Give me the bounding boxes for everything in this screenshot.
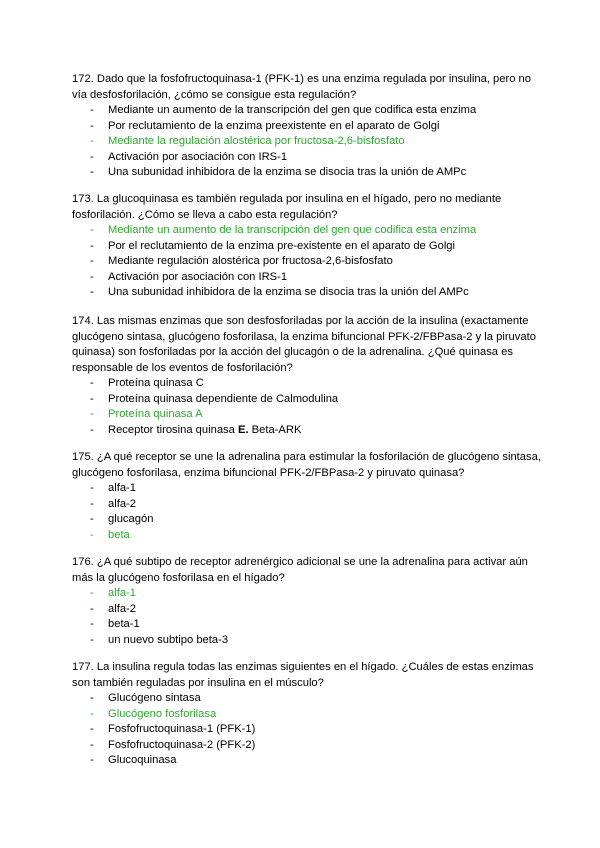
answer-option-correct [72,134,542,150]
answer-option-text: Fosfofructoquinasa-2 (PFK-2) [108,738,256,751]
answer-option-text: Una subunidad inhibidora de la enzima se disocia tras la unión de AMPc [108,166,467,178]
answer-option [72,103,542,119]
dash-bullet: - [90,224,94,236]
question-175 [72,450,542,543]
question-text: 172. Dado que la fosfofructoquinasa-1 (PFK-1) es una enzima regulada por insulina, pero no vía desfosforilación, ¿cómo se consigue esta regulación? [72,73,531,101]
answer-option [72,633,542,649]
dash-bullet: - [90,587,94,599]
answer-option-correct [72,707,542,723]
answer-option-text: Glucoquinasa [108,754,177,766]
answer-option-text: Activación por asociación con IRS-1 [108,270,288,283]
dash-bullet: - [90,497,94,510]
answer-list [72,691,542,769]
answer-option [72,165,542,181]
dash-bullet: - [90,692,94,704]
answer-option [72,392,542,408]
answer-option-text: Receptor tirosina quinasa [108,423,235,436]
answer-option-correct [72,586,542,602]
dash-bullet: - [90,377,94,389]
question-text: 173. La glucoquinasa es también regulada por insulina en el hígado, pero no mediante fosforilación. ¿Cómo se lleva a cabo esta regulación? [72,193,502,221]
question-176 [72,555,542,648]
answer-option-text: Por reclutamiento de la enzima preexistente en el aparato de Golgi [108,119,440,132]
answer-option [72,738,542,754]
dash-bullet: - [90,423,94,436]
answer-option-correct [72,528,542,544]
question-177 [72,660,542,769]
answer-option [72,481,542,497]
answer-option-text: Fosfofructoquinasa-1 (PFK-1) [108,723,256,735]
dash-bullet: - [90,286,94,298]
answer-option [72,512,542,528]
answer-option-correct [72,223,542,239]
dash-bullet: - [90,723,94,735]
answer-option-text: alfa-2 [108,602,136,615]
answer-option-text: Mediante un aumento de la transcripción del gen que codifica esta enzima [108,224,477,236]
answer-option [72,753,542,769]
answer-option [72,376,542,392]
answer-option-text: un nuevo subtipo beta-3 [108,633,229,646]
answer-option-correct [72,407,542,423]
answer-list [72,586,542,648]
dash-bullet: - [90,270,94,283]
answer-option-text: Glucógeno fosforilasa [108,707,217,720]
question-text: 174. Las mismas enzimas que son desfosforiladas por la acción de la insulina (exactamente glucógeno sintasa, glucógeno fosforilasa, la enzima bifuncional PFK-2/FBPasa-2 y la piruvato quinasa) son fosforiladas por la acción del glucagón o de la adrenalina. ¿Qué quinasa es responsable de los eventos de fosforilación? [72,315,536,374]
answer-option [72,150,542,166]
answer-option-text: Mediante la regulación alostérica por fructosa-2,6-bisfosfato [108,135,405,147]
answer-list [72,223,542,301]
question-173 [72,192,542,301]
dash-bullet: - [90,482,94,494]
dash-bullet: - [90,239,94,252]
dash-bullet: - [90,408,94,420]
dash-bullet: - [90,135,94,147]
dash-bullet: - [90,255,94,267]
answer-option [72,722,542,738]
answer-option-text: beta [108,528,130,541]
dash-bullet: - [90,528,94,541]
answer-option-text: alfa-1 [108,587,136,599]
answer-option-text: Glucógeno sintasa [108,692,201,704]
answer-option-text: Proteína quinasa A [108,408,203,420]
answer-option [72,119,542,135]
answer-option [72,270,542,286]
answer-option [72,602,542,618]
answer-option-text: Activación por asociación con IRS-1 [108,150,288,163]
answer-list [72,481,542,543]
dash-bullet: - [90,633,94,646]
answer-option-suffix: Beta-ARK [248,423,302,436]
dash-bullet: - [90,738,94,751]
answer-option-text: glucagón [108,513,154,525]
question-174 [72,314,542,438]
answer-option [72,285,542,301]
dash-bullet: - [90,392,94,405]
answer-option [72,423,542,439]
answer-option-text: Proteína quinasa C [108,377,204,389]
question-text: 177. La insulina regula todas las enzimas siguientes en el hígado. ¿Cuáles de estas enzimas son también reguladas por insulina en el músculo? [72,661,534,689]
question-text: 176. ¿A qué subtipo de receptor adrenérgico adicional se une la adrenalina para activar aún más la glucógeno fosforilasa en el hígado? [72,556,528,584]
dash-bullet: - [90,104,94,116]
answer-list [72,103,542,181]
answer-option-text: alfa-1 [108,482,136,494]
dash-bullet: - [90,707,94,720]
dash-bullet: - [90,513,94,525]
question-text: 175. ¿A qué receptor se une la adrenalina para estimular la fosforilación de glucógeno sintasa, glucógeno fosforilasa, enzima bifuncional PFK-2/FBPasa-2 y piruvato quinasa? [72,451,541,479]
answer-option-text: Mediante regulación alostérica por fructosa-2,6-bisfosfato [108,255,393,267]
answer-option-bold-letter: E. [234,423,249,436]
question-172 [72,72,542,181]
answer-option-text: Por el reclutamiento de la enzima pre-existente en el aparato de Golgi [108,239,456,252]
answer-option-text: alfa-2 [108,497,136,510]
answer-option [72,254,542,270]
dash-bullet: - [90,150,94,163]
answer-option [72,497,542,513]
answer-option [72,691,542,707]
answer-option-text: Mediante un aumento de la transcripción del gen que codifica esta enzima [108,104,477,116]
dash-bullet: - [90,754,94,766]
answer-option-text: Una subunidad inhibidora de la enzima se disocia tras la unión del AMPc [108,286,469,298]
dash-bullet: - [90,618,94,630]
dash-bullet: - [90,119,94,132]
dash-bullet: - [90,602,94,615]
answer-option-text: beta-1 [108,618,140,630]
answer-option [72,617,542,633]
answer-option-text: Proteína quinasa dependiente de Calmodulina [108,392,339,405]
answer-option [72,239,542,255]
dash-bullet: - [90,166,94,178]
answer-list [72,376,542,438]
